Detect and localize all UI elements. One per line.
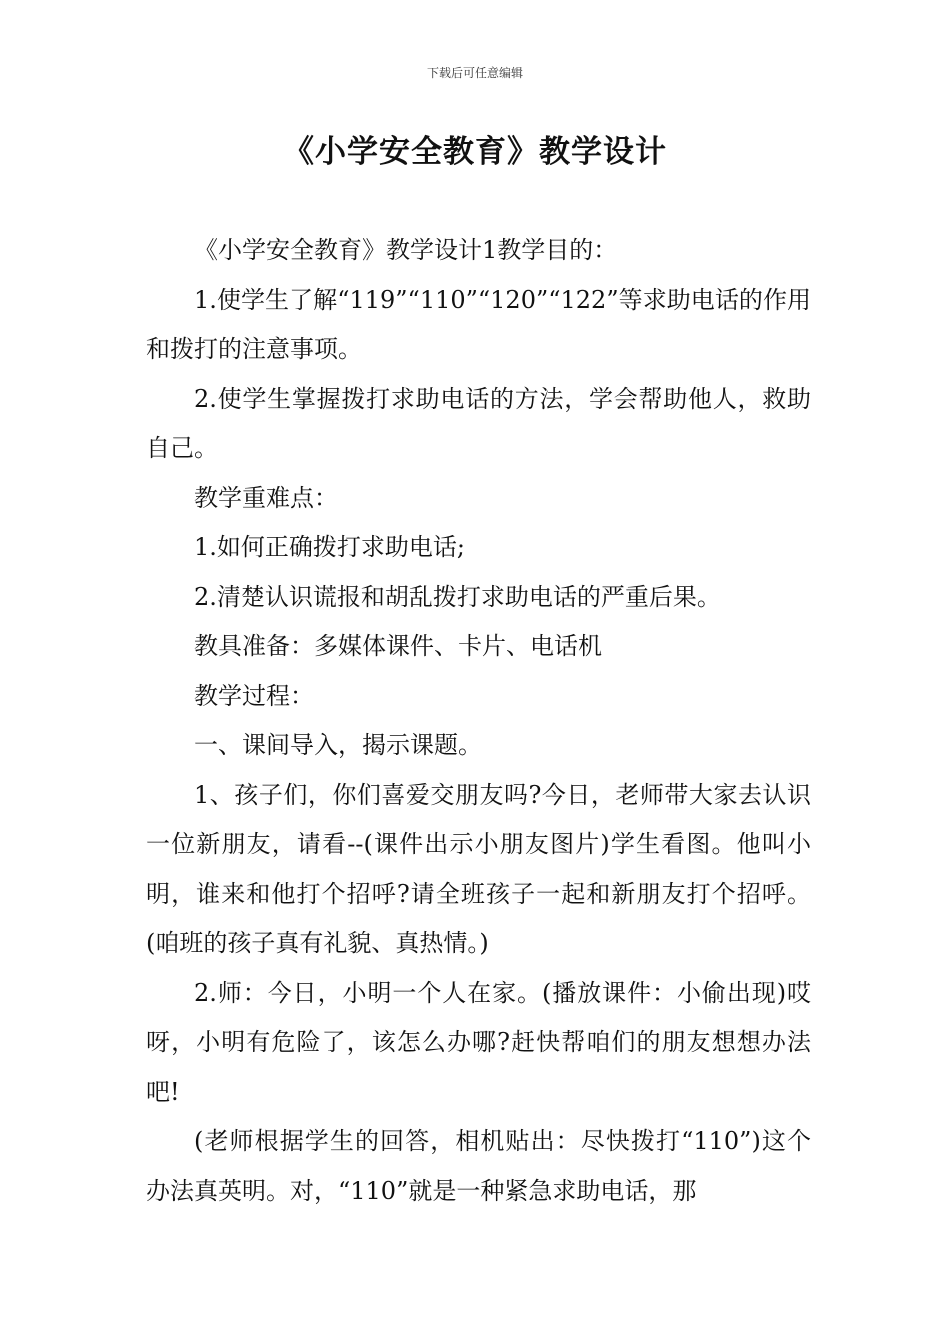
paragraph-section-1-heading: 一、课间导入，揭示课题。 [194,731,482,759]
paragraph-key-point-1: 1.如何正确拨打求助电话; [194,533,465,561]
paragraph-step-2: 2.师：今日，小明一个人在家。(播放课件：小偷出现)哎呀，小明有危险了，该怎么办哪?赶快帮咱们的朋友想想办法吧! [146,978,811,1106]
header-note: 下载后可任意编辑 [426,66,523,80]
paragraph-key-points-heading: 教学重难点： [194,483,338,512]
paragraph-goal-2: 2.使学生掌握拨打求助电话的方法，学会帮助他人，救助自己。 [146,384,811,462]
paragraph-materials: 教具准备：多媒体课件、卡片、电话机 [194,632,602,660]
paragraph-process-heading: 教学过程： [194,681,314,710]
paragraph-goal-1: 1.使学生了解“119”“110”“120”“122”等求助电话的作用和拨打的注意事项。 [146,285,811,363]
paragraph-step-1: 1、孩子们，你们喜爱交朋友吗?今日，老师带大家去认识一位新朋友，请看--(课件出示小朋友图片)学生看图。他叫小明，谁来和他打个招呼?请全班孩子一起和新朋友打个招呼。(咱班的孩子真有礼貌、真热情。) [146,780,811,957]
paragraph-intro: 《小学安全教育》教学设计1教学目的： [194,236,618,264]
paragraph-key-point-2: 2.清楚认识谎报和胡乱拨打求助电话的严重后果。 [194,582,721,611]
document-body [146,226,811,1216]
paragraph-step-3: (老师根据学生的回答，相机贴出：尽快拨打“110”)这个办法真英明。对，“110”就是一种紧急求助电话，那 [146,1127,811,1205]
document-title: 《小学安全教育》教学设计 [283,134,667,170]
